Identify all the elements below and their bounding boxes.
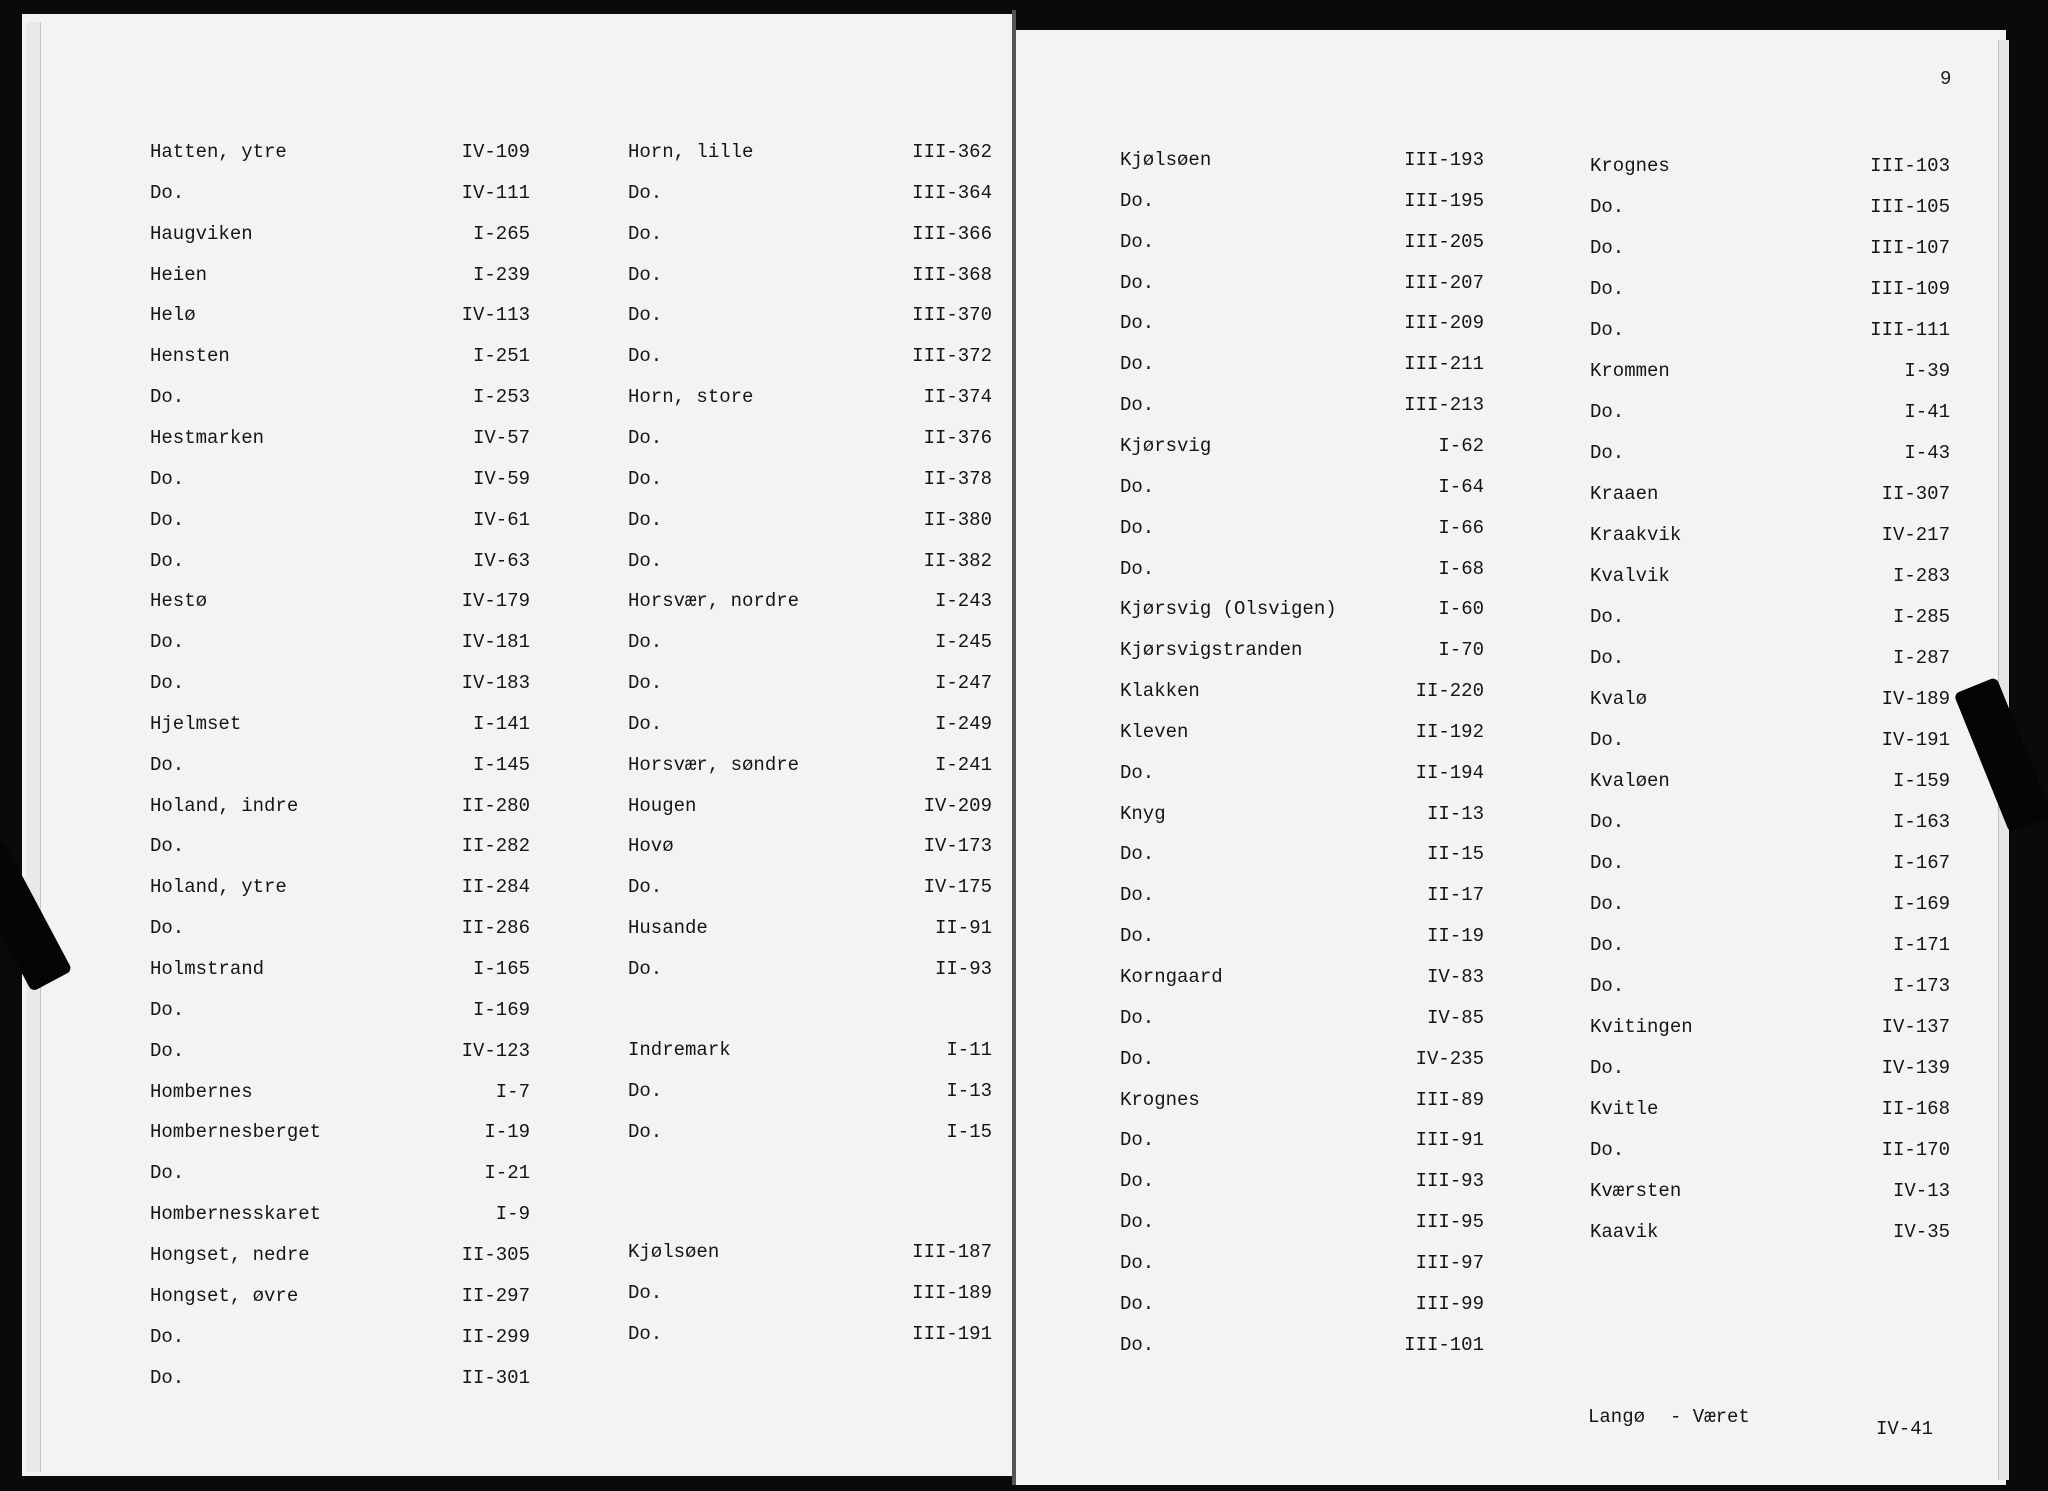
entry-ref: II-19 (1426, 925, 1484, 948)
entry-name: Kraaen (1590, 483, 1659, 505)
entry-ref: I-285 (1892, 606, 1950, 628)
entry-ref: III-207 (1404, 271, 1484, 294)
entry-ref: I-171 (1892, 934, 1950, 956)
entry-name: Do. (1120, 843, 1155, 866)
entry-ref: I-70 (1438, 639, 1484, 662)
footer-entry-ref: IV-41 (1876, 1418, 1934, 1440)
entry-ref: IV-61 (472, 508, 530, 531)
entry-ref: III-362 (912, 141, 992, 163)
entry-name: Do. (150, 1325, 185, 1348)
entry-name: Hougen (628, 794, 697, 817)
entry-ref: IV-179 (461, 590, 530, 613)
footer-entry-name: Langø (1588, 1406, 1646, 1428)
entry-name: Kvitingen (1590, 1016, 1693, 1038)
entry-ref: I-60 (1438, 598, 1484, 621)
entry-ref: III-187 (912, 1241, 992, 1264)
entry-name: Kvitle (1590, 1098, 1659, 1120)
right-page (1016, 30, 2006, 1485)
entry-name: Do. (1120, 1170, 1155, 1193)
entry-ref: IV-59 (472, 467, 530, 490)
entry-ref: III-370 (912, 304, 992, 327)
entry-ref: I-163 (1892, 811, 1950, 833)
entry-ref: I-19 (484, 1121, 530, 1144)
entry-name: Holmstrand (150, 958, 265, 980)
entry-ref: III-109 (1870, 278, 1950, 300)
entry-name: Krommen (1590, 360, 1670, 382)
entry-ref: IV-109 (461, 141, 530, 163)
entry-ref: IV-235 (1415, 1047, 1484, 1070)
entry-ref: I-66 (1438, 516, 1484, 539)
entry-ref: IV-217 (1881, 524, 1950, 546)
entry-name: Do. (1590, 1139, 1625, 1161)
entry-name: Kaavik (1590, 1221, 1659, 1243)
page-number: 9 (1940, 68, 1952, 90)
entry-name: Haugviken (150, 222, 253, 245)
entry-ref: IV-137 (1881, 1016, 1950, 1038)
entry-name: Do. (1120, 1211, 1155, 1234)
entry-name: Do. (628, 181, 663, 204)
entry-ref: I-9 (495, 1203, 530, 1226)
book-spine (1012, 10, 1016, 1485)
entry-name: Do. (1590, 852, 1625, 874)
entry-name: Do. (628, 467, 663, 490)
entry-name: Hjelmset (150, 712, 242, 735)
entry-ref: II-13 (1426, 802, 1484, 825)
entry-name: Do. (1590, 1057, 1625, 1079)
entry-name: Klakken (1120, 680, 1200, 703)
entry-name: Hongset, øvre (150, 1284, 299, 1307)
entry-name: Kjørsvig (1120, 434, 1212, 457)
entry-ref: II-170 (1881, 1139, 1950, 1161)
entry-name: Do. (150, 1039, 185, 1062)
entry-name: Knyg (1120, 802, 1166, 825)
entry-name: Do. (1120, 394, 1155, 417)
entry-ref: III-93 (1415, 1170, 1484, 1193)
entry-name: Do. (150, 753, 185, 776)
entry-ref: I-165 (472, 958, 530, 980)
entry-ref: I-13 (946, 1079, 992, 1102)
entry-name: Horsvær, nordre (628, 590, 800, 613)
entry-ref: III-191 (912, 1323, 992, 1346)
entry-name: Do. (150, 467, 185, 490)
entry-ref: IV-209 (923, 794, 992, 817)
entry-ref: I-62 (1438, 434, 1484, 457)
entry-ref: II-284 (461, 876, 530, 899)
footer-entry-sep: - Været (1670, 1406, 1750, 1428)
entry-name: Do. (1590, 606, 1625, 628)
entry-ref: IV-189 (1881, 688, 1950, 710)
entry-name: Do. (1120, 1047, 1155, 1070)
entry-name: Kvalø (1590, 688, 1648, 710)
entry-name: Do. (1120, 1129, 1155, 1152)
entry-name: Kvalvik (1590, 565, 1670, 587)
entry-name: Do. (628, 263, 663, 286)
entry-name: Do. (1120, 230, 1155, 253)
entry-ref: I-39 (1904, 360, 1950, 382)
entry-ref: I-11 (946, 1038, 992, 1061)
entry-ref: I-15 (946, 1120, 992, 1143)
entry-name: Do. (628, 1079, 663, 1102)
entry-name: Do. (1590, 647, 1625, 669)
entry-name: Do. (150, 631, 185, 654)
entry-name: Heien (150, 263, 208, 286)
entry-name: Do. (1590, 196, 1625, 218)
entry-ref: IV-173 (923, 835, 992, 858)
entry-ref: II-305 (461, 1243, 530, 1266)
entry-ref: III-193 (1404, 149, 1484, 171)
entry-ref: III-366 (912, 222, 992, 245)
entry-name: Do. (150, 672, 185, 695)
entry-ref: I-251 (472, 345, 530, 368)
entry-ref: IV-35 (1892, 1221, 1950, 1243)
entry-ref: I-241 (934, 753, 992, 776)
entry-name: Do. (1590, 401, 1625, 423)
entry-ref: II-382 (923, 549, 992, 572)
entry-ref: III-105 (1870, 196, 1950, 218)
entry-name: Do. (1590, 934, 1625, 956)
entry-name: Do. (1120, 1333, 1155, 1356)
entry-ref: I-265 (472, 222, 530, 245)
entry-name: Kjørsvigstranden (1120, 639, 1303, 662)
entry-ref: II-299 (461, 1325, 530, 1348)
entry-ref: I-243 (934, 590, 992, 613)
entry-ref: I-283 (1892, 565, 1950, 587)
entry-ref: III-107 (1870, 237, 1950, 259)
entry-ref: I-253 (472, 386, 530, 409)
entry-name: Do. (628, 1323, 663, 1346)
entry-name: Do. (1120, 557, 1155, 580)
entry-name: Do. (150, 549, 185, 572)
entry-ref: I-287 (1892, 647, 1950, 669)
entry-ref: IV-85 (1426, 1006, 1484, 1029)
entry-name: Do. (1590, 811, 1625, 833)
entry-name: Husande (628, 917, 708, 940)
left-page-edge (26, 22, 41, 1472)
entry-name: Do. (150, 508, 185, 531)
entry-name: Do. (1120, 475, 1155, 498)
entry-ref: I-245 (934, 631, 992, 654)
entry-ref: III-99 (1415, 1292, 1484, 1315)
entry-ref: IV-111 (461, 181, 530, 204)
entry-name: Do. (628, 672, 663, 695)
entry-name: Hombernesskaret (150, 1203, 322, 1226)
entry-name: Do. (150, 181, 185, 204)
entry-ref: III-101 (1404, 1333, 1484, 1356)
entry-ref: III-91 (1415, 1129, 1484, 1152)
entry-name: Kvaløen (1590, 770, 1670, 792)
entry-ref: I-167 (1892, 852, 1950, 874)
entry-name: Hombernes (150, 1080, 253, 1103)
entry-ref: III-364 (912, 181, 992, 204)
entry-name: Do. (628, 549, 663, 572)
entry-ref: II-168 (1881, 1098, 1950, 1120)
entry-ref: I-68 (1438, 557, 1484, 580)
entry-name: Do. (1590, 975, 1625, 997)
entry-ref: II-301 (461, 1366, 530, 1389)
entry-name: Horn, lille (628, 141, 754, 163)
entry-name: Do. (1590, 442, 1625, 464)
entry-name: Do. (1120, 271, 1155, 294)
entry-name: Do. (628, 426, 663, 449)
entry-name: Do. (1590, 729, 1625, 751)
entry-ref: III-103 (1870, 155, 1950, 177)
entry-name: Krognes (1590, 155, 1670, 177)
entry-ref: I-169 (472, 998, 530, 1021)
entry-ref: II-374 (923, 386, 992, 409)
entry-ref: IV-181 (461, 631, 530, 654)
entry-name: Do. (628, 345, 663, 368)
entry-ref: II-194 (1415, 761, 1484, 784)
entry-ref: I-173 (1892, 975, 1950, 997)
entry-name: Do. (1590, 237, 1625, 259)
entry-name: Korngaard (1120, 966, 1223, 988)
entry-ref: IV-139 (1881, 1057, 1950, 1079)
entry-ref: III-97 (1415, 1251, 1484, 1274)
entry-name: Hensten (150, 345, 230, 368)
entry-ref: IV-83 (1426, 966, 1484, 988)
entry-ref: II-192 (1415, 720, 1484, 743)
entry-ref: III-189 (912, 1282, 992, 1305)
entry-ref: IV-123 (461, 1039, 530, 1062)
entry-name: Kjørsvig (Olsvigen) (1120, 598, 1337, 621)
entry-name: Do. (150, 917, 185, 940)
entry-name: Do. (150, 386, 185, 409)
entry-name: Do. (1120, 1006, 1155, 1029)
entry-name: Do. (628, 958, 663, 980)
entry-ref: I-249 (934, 712, 992, 735)
entry-ref: II-220 (1415, 680, 1484, 703)
entry-ref: III-368 (912, 263, 992, 286)
entry-ref: III-95 (1415, 1211, 1484, 1234)
entry-ref: I-41 (1904, 401, 1950, 423)
entry-name: Do. (150, 998, 185, 1021)
entry-name: Do. (1590, 893, 1625, 915)
entry-name: Do. (1120, 1251, 1155, 1274)
entry-ref: III-195 (1404, 189, 1484, 212)
entry-ref: I-239 (472, 263, 530, 286)
entry-name: Do. (1120, 1292, 1155, 1315)
entry-ref: II-17 (1426, 884, 1484, 907)
entry-name: Do. (628, 712, 663, 735)
entry-ref: I-169 (1892, 893, 1950, 915)
entry-name: Do. (628, 304, 663, 327)
entry-ref: I-141 (472, 712, 530, 735)
entry-ref: IV-57 (472, 426, 530, 449)
entry-name: Do. (1120, 925, 1155, 948)
entry-ref: I-159 (1892, 770, 1950, 792)
entry-ref: II-297 (461, 1284, 530, 1307)
entry-name: Hovø (628, 835, 674, 858)
entry-name: Horsvær, søndre (628, 753, 800, 776)
entry-name: Do. (628, 222, 663, 245)
entry-ref: IV-175 (923, 876, 992, 899)
entry-ref: II-286 (461, 917, 530, 940)
entry-name: Do. (1120, 353, 1155, 376)
entry-ref: I-145 (472, 753, 530, 776)
entry-ref: II-91 (934, 917, 992, 940)
entry-name: Do. (1590, 319, 1625, 341)
entry-ref: II-93 (934, 958, 992, 980)
entry-name: Holand, ytre (150, 876, 287, 899)
entry-name: Do. (628, 876, 663, 899)
entry-ref: IV-191 (1881, 729, 1950, 751)
entry-ref: II-378 (923, 467, 992, 490)
entry-ref: III-213 (1404, 394, 1484, 417)
entry-ref: III-111 (1870, 319, 1950, 341)
entry-name: Hestmarken (150, 426, 265, 449)
entry-ref: II-376 (923, 426, 992, 449)
entry-name: Do. (150, 1366, 185, 1389)
entry-ref: III-372 (912, 345, 992, 368)
entry-ref: II-15 (1426, 843, 1484, 866)
entry-ref: III-205 (1404, 230, 1484, 253)
entry-name: Hestø (150, 590, 208, 613)
entry-name: Holand, indre (150, 794, 299, 817)
entry-name: Kjølsøen (628, 1241, 720, 1264)
entry-ref: I-247 (934, 672, 992, 695)
entry-ref: I-64 (1438, 475, 1484, 498)
entry-name: Hongset, nedre (150, 1243, 310, 1266)
entry-ref: IV-183 (461, 672, 530, 695)
entry-ref: III-89 (1415, 1088, 1484, 1111)
entry-name: Do. (628, 631, 663, 654)
entry-name: Do. (628, 508, 663, 531)
entry-name: Kjølsøen (1120, 149, 1212, 171)
entry-name: Helø (150, 304, 196, 327)
entry-name: Krognes (1120, 1088, 1200, 1111)
entry-ref: IV-113 (461, 304, 530, 327)
entry-name: Do. (1120, 189, 1155, 212)
entry-ref: II-282 (461, 835, 530, 858)
entry-name: Hatten, ytre (150, 141, 287, 163)
entry-ref: II-380 (923, 508, 992, 531)
entry-name: Kraakvik (1590, 524, 1682, 546)
entry-name: Do. (628, 1120, 663, 1143)
entry-name: Do. (1120, 884, 1155, 907)
entry-name: Do. (1120, 516, 1155, 539)
entry-ref: I-21 (484, 1162, 530, 1185)
entry-name: Do. (150, 835, 185, 858)
entry-name: Do. (628, 1282, 663, 1305)
entry-ref: III-211 (1404, 353, 1484, 376)
entry-ref: I-43 (1904, 442, 1950, 464)
entry-name: Do. (150, 1162, 185, 1185)
entry-name: Hombernesberget (150, 1121, 322, 1144)
entry-name: Kværsten (1590, 1180, 1682, 1202)
entry-name: Indremark (628, 1038, 731, 1061)
entry-ref: II-307 (1881, 483, 1950, 505)
entry-name: Do. (1120, 312, 1155, 335)
entry-name: Horn, store (628, 386, 754, 409)
entry-ref: IV-13 (1892, 1180, 1950, 1202)
entry-ref: II-280 (461, 794, 530, 817)
entry-ref: III-209 (1404, 312, 1484, 335)
entry-name: Do. (1120, 761, 1155, 784)
entry-ref: I-7 (495, 1080, 530, 1103)
entry-name: Kleven (1120, 720, 1189, 743)
entry-name: Do. (1590, 278, 1625, 300)
entry-ref: IV-63 (472, 549, 530, 572)
